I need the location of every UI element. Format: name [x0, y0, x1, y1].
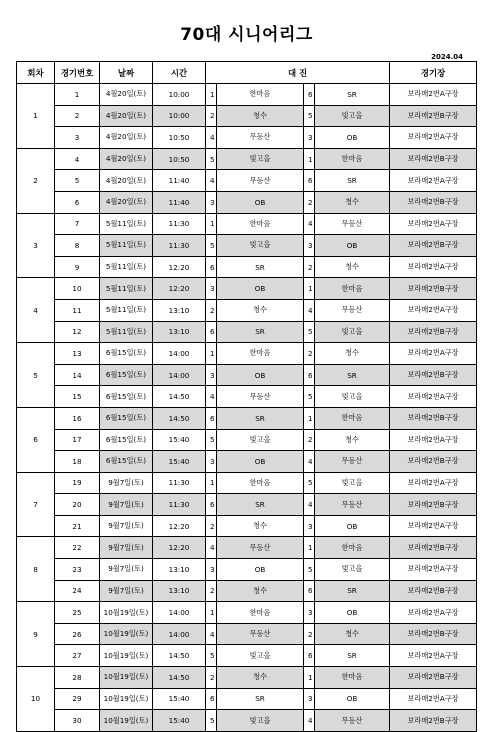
- venue-cell: 보라매2번A구장: [390, 84, 477, 106]
- game-number-cell: 24: [55, 580, 100, 602]
- team1-name-cell: 청수: [217, 580, 304, 602]
- team2-seed-cell: 4: [304, 213, 315, 235]
- table-row: [17, 429, 477, 451]
- game-number-cell: 30: [55, 710, 100, 732]
- time-cell: 13:10: [153, 559, 206, 581]
- date-cell: 9월7일(토): [100, 559, 153, 581]
- team2-seed-cell: 2: [304, 256, 315, 278]
- team1-seed-cell: 2: [206, 299, 217, 321]
- time-cell: 14:00: [153, 343, 206, 365]
- team1-name-cell: OB: [217, 559, 304, 581]
- date-cell: 6월15일(토): [100, 407, 153, 429]
- game-number-cell: 5: [55, 170, 100, 192]
- team1-name-cell: SR: [217, 256, 304, 278]
- team1-name-cell: 무등산: [217, 127, 304, 149]
- time-cell: 11:40: [153, 170, 206, 192]
- table-row: [17, 84, 477, 106]
- team1-seed-cell: 6: [206, 256, 217, 278]
- team2-seed-cell: 3: [304, 235, 315, 257]
- venue-cell: 보라매2번A구장: [390, 515, 477, 537]
- date-cell: 9월7일(토): [100, 580, 153, 602]
- venue-cell: 보라매2번B구장: [390, 451, 477, 473]
- team2-seed-cell: 1: [304, 148, 315, 170]
- team2-name-cell: 무등산: [315, 451, 390, 473]
- date-cell: 9월7일(토): [100, 537, 153, 559]
- date-cell: 6월15일(토): [100, 429, 153, 451]
- venue-cell: 보라매2번B구장: [390, 580, 477, 602]
- time-cell: 13:10: [153, 580, 206, 602]
- game-number-cell: 17: [55, 429, 100, 451]
- team1-seed-cell: 2: [206, 515, 217, 537]
- team1-name-cell: 빛고을: [217, 429, 304, 451]
- team1-name-cell: 무등산: [217, 537, 304, 559]
- team2-seed-cell: 2: [304, 343, 315, 365]
- team1-seed-cell: 3: [206, 364, 217, 386]
- table-row: [17, 170, 477, 192]
- venue-cell: 보라매2번B구장: [390, 364, 477, 386]
- team2-name-cell: OB: [315, 688, 390, 710]
- round-cell: 7: [17, 472, 55, 537]
- game-number-cell: 2: [55, 105, 100, 127]
- header-round: 회차: [17, 62, 55, 84]
- table-row: [17, 472, 477, 494]
- venue-cell: 보라매2번B구장: [390, 667, 477, 689]
- table-row: [17, 278, 477, 300]
- date-cell: 5월11일(토): [100, 213, 153, 235]
- venue-cell: 보라매2번B구장: [390, 407, 477, 429]
- time-cell: 14:00: [153, 602, 206, 624]
- time-cell: 14:50: [153, 407, 206, 429]
- team1-seed-cell: 1: [206, 472, 217, 494]
- game-number-cell: 14: [55, 364, 100, 386]
- team1-seed-cell: 6: [206, 494, 217, 516]
- team1-name-cell: SR: [217, 321, 304, 343]
- team1-seed-cell: 6: [206, 321, 217, 343]
- table-row: [17, 321, 477, 343]
- team1-name-cell: OB: [217, 364, 304, 386]
- team2-seed-cell: 5: [304, 472, 315, 494]
- header-venue: 경기장: [390, 62, 477, 84]
- team2-seed-cell: 6: [304, 580, 315, 602]
- date-cell: 4월20일(토): [100, 84, 153, 106]
- time-cell: 13:10: [153, 299, 206, 321]
- venue-cell: 보라매2번B구장: [390, 537, 477, 559]
- team1-name-cell: 한마음: [217, 472, 304, 494]
- game-number-cell: 6: [55, 191, 100, 213]
- venue-cell: 보라매2번A구장: [390, 170, 477, 192]
- page-title: 70대 시니어리그: [180, 25, 313, 45]
- round-cell: 6: [17, 407, 55, 472]
- team1-name-cell: 한마음: [217, 84, 304, 106]
- header-matchup: 대 진: [206, 62, 390, 84]
- team2-seed-cell: 1: [304, 667, 315, 689]
- team2-name-cell: 한마음: [315, 148, 390, 170]
- game-number-cell: 7: [55, 213, 100, 235]
- time-cell: 11:30: [153, 213, 206, 235]
- game-number-cell: 4: [55, 148, 100, 170]
- table-row: [17, 256, 477, 278]
- table-row: [17, 710, 477, 732]
- team1-name-cell: 한마음: [217, 343, 304, 365]
- round-cell: 10: [17, 667, 55, 732]
- table-row: [17, 191, 477, 213]
- team2-seed-cell: 6: [304, 170, 315, 192]
- team2-name-cell: 한마음: [315, 278, 390, 300]
- time-cell: 10:50: [153, 127, 206, 149]
- team2-name-cell: 빛고을: [315, 559, 390, 581]
- team2-seed-cell: 4: [304, 494, 315, 516]
- team1-name-cell: 한마음: [217, 213, 304, 235]
- team2-seed-cell: 3: [304, 515, 315, 537]
- team2-seed-cell: 3: [304, 688, 315, 710]
- team1-seed-cell: 6: [206, 407, 217, 429]
- team2-seed-cell: 5: [304, 321, 315, 343]
- team2-name-cell: 청수: [315, 191, 390, 213]
- team2-seed-cell: 5: [304, 386, 315, 408]
- table-row: [17, 515, 477, 537]
- team1-seed-cell: 1: [206, 213, 217, 235]
- team2-seed-cell: 2: [304, 191, 315, 213]
- game-number-cell: 23: [55, 559, 100, 581]
- team2-seed-cell: 1: [304, 537, 315, 559]
- date-cell: 9월7일(토): [100, 494, 153, 516]
- date-cell: 5월11일(토): [100, 299, 153, 321]
- header-time: 시간: [153, 62, 206, 84]
- date-cell: 10월19일(토): [100, 710, 153, 732]
- team1-seed-cell: 5: [206, 148, 217, 170]
- game-number-cell: 21: [55, 515, 100, 537]
- date-cell: 5월11일(토): [100, 256, 153, 278]
- round-cell: 5: [17, 343, 55, 408]
- date-cell: 9월7일(토): [100, 472, 153, 494]
- team2-seed-cell: 4: [304, 710, 315, 732]
- game-number-cell: 18: [55, 451, 100, 473]
- table-row: [17, 559, 477, 581]
- table-row: [17, 386, 477, 408]
- table-row: [17, 580, 477, 602]
- team2-name-cell: SR: [315, 580, 390, 602]
- date-cell: 10월19일(토): [100, 602, 153, 624]
- venue-cell: 보라매2번B구장: [390, 623, 477, 645]
- time-cell: 14:50: [153, 667, 206, 689]
- team1-seed-cell: 3: [206, 559, 217, 581]
- team1-name-cell: 빛고을: [217, 235, 304, 257]
- team2-name-cell: SR: [315, 84, 390, 106]
- team1-seed-cell: 1: [206, 84, 217, 106]
- team2-seed-cell: 3: [304, 602, 315, 624]
- table-row: [17, 364, 477, 386]
- team1-seed-cell: 4: [206, 127, 217, 149]
- header-game-no: 경기번호: [55, 62, 100, 84]
- team2-seed-cell: 1: [304, 278, 315, 300]
- team1-seed-cell: 6: [206, 688, 217, 710]
- team1-name-cell: 청수: [217, 515, 304, 537]
- venue-cell: 보라매2번B구장: [390, 235, 477, 257]
- time-cell: 13:10: [153, 321, 206, 343]
- table-row: [17, 451, 477, 473]
- time-cell: 12:20: [153, 278, 206, 300]
- round-cell: 8: [17, 537, 55, 602]
- team1-name-cell: 청수: [217, 299, 304, 321]
- table-row: [17, 688, 477, 710]
- venue-cell: 보라매2번A구장: [390, 127, 477, 149]
- table-row: [17, 645, 477, 667]
- team2-seed-cell: 1: [304, 407, 315, 429]
- team2-seed-cell: 2: [304, 429, 315, 451]
- team2-seed-cell: 4: [304, 451, 315, 473]
- team1-name-cell: SR: [217, 688, 304, 710]
- team2-name-cell: 빛고을: [315, 105, 390, 127]
- team2-seed-cell: 6: [304, 645, 315, 667]
- team2-name-cell: 청수: [315, 343, 390, 365]
- time-cell: 12:20: [153, 537, 206, 559]
- schedule-body: [17, 84, 477, 732]
- venue-cell: 보라매2번A구장: [390, 386, 477, 408]
- venue-cell: 보라매2번A구장: [390, 559, 477, 581]
- header-date: 날짜: [100, 62, 153, 84]
- team2-name-cell: 청수: [315, 256, 390, 278]
- team1-name-cell: 청수: [217, 667, 304, 689]
- date-cell: 6월15일(토): [100, 386, 153, 408]
- team1-seed-cell: 3: [206, 451, 217, 473]
- time-cell: 15:40: [153, 429, 206, 451]
- venue-cell: 보라매2번A구장: [390, 645, 477, 667]
- table-row: [17, 494, 477, 516]
- date-cell: 10월19일(토): [100, 667, 153, 689]
- team1-name-cell: 무등산: [217, 623, 304, 645]
- team1-seed-cell: 4: [206, 537, 217, 559]
- game-number-cell: 3: [55, 127, 100, 149]
- date-cell: 6월15일(토): [100, 343, 153, 365]
- game-number-cell: 28: [55, 667, 100, 689]
- team1-seed-cell: 4: [206, 623, 217, 645]
- game-number-cell: 10: [55, 278, 100, 300]
- date-cell: 6월15일(토): [100, 451, 153, 473]
- table-row: [17, 127, 477, 149]
- game-number-cell: 12: [55, 321, 100, 343]
- team1-seed-cell: 1: [206, 602, 217, 624]
- team2-name-cell: 무등산: [315, 213, 390, 235]
- venue-cell: 보라매2번B구장: [390, 494, 477, 516]
- time-cell: 10:00: [153, 105, 206, 127]
- venue-cell: 보라매2번A구장: [390, 472, 477, 494]
- time-cell: 10:00: [153, 84, 206, 106]
- game-number-cell: 11: [55, 299, 100, 321]
- time-cell: 15:40: [153, 451, 206, 473]
- venue-cell: 보라매2번A구장: [390, 602, 477, 624]
- team1-name-cell: 빛고을: [217, 148, 304, 170]
- time-cell: 12:20: [153, 256, 206, 278]
- team1-seed-cell: 1: [206, 343, 217, 365]
- team2-name-cell: 한마음: [315, 537, 390, 559]
- team2-seed-cell: 6: [304, 364, 315, 386]
- game-number-cell: 20: [55, 494, 100, 516]
- venue-cell: 보라매2번A구장: [390, 256, 477, 278]
- game-number-cell: 19: [55, 472, 100, 494]
- team2-name-cell: OB: [315, 235, 390, 257]
- team2-name-cell: SR: [315, 364, 390, 386]
- table-row: [17, 623, 477, 645]
- team2-name-cell: 한마음: [315, 407, 390, 429]
- team1-name-cell: 빛고을: [217, 645, 304, 667]
- header-row: [17, 62, 477, 84]
- team2-name-cell: SR: [315, 645, 390, 667]
- time-cell: 11:40: [153, 191, 206, 213]
- game-number-cell: 8: [55, 235, 100, 257]
- date-cell: 4월20일(토): [100, 127, 153, 149]
- venue-cell: 보라매2번B구장: [390, 191, 477, 213]
- date-cell: 5월11일(토): [100, 321, 153, 343]
- time-cell: 12:20: [153, 515, 206, 537]
- team1-name-cell: 한마음: [217, 602, 304, 624]
- time-cell: 14:50: [153, 386, 206, 408]
- time-cell: 14:00: [153, 364, 206, 386]
- venue-cell: 보라매2번A구장: [390, 343, 477, 365]
- team1-seed-cell: 5: [206, 645, 217, 667]
- team1-name-cell: 청수: [217, 105, 304, 127]
- team1-name-cell: 무등산: [217, 170, 304, 192]
- game-number-cell: 13: [55, 343, 100, 365]
- date-cell: 10월19일(토): [100, 623, 153, 645]
- schedule-table: [16, 61, 477, 732]
- team1-name-cell: OB: [217, 278, 304, 300]
- date-cell: 4월20일(토): [100, 191, 153, 213]
- team1-name-cell: OB: [217, 451, 304, 473]
- time-cell: 15:40: [153, 710, 206, 732]
- venue-cell: 보라매2번A구장: [390, 688, 477, 710]
- team2-name-cell: SR: [315, 170, 390, 192]
- team1-name-cell: 빛고을: [217, 710, 304, 732]
- round-cell: 9: [17, 602, 55, 667]
- team2-seed-cell: 5: [304, 559, 315, 581]
- time-cell: 11:30: [153, 235, 206, 257]
- time-cell: 11:30: [153, 494, 206, 516]
- game-number-cell: 29: [55, 688, 100, 710]
- team2-name-cell: 빛고을: [315, 386, 390, 408]
- team1-name-cell: SR: [217, 407, 304, 429]
- game-number-cell: 9: [55, 256, 100, 278]
- table-row: [17, 213, 477, 235]
- team2-seed-cell: 2: [304, 623, 315, 645]
- team2-seed-cell: 6: [304, 84, 315, 106]
- team2-name-cell: 빛고을: [315, 321, 390, 343]
- date-cell: 4월20일(토): [100, 148, 153, 170]
- venue-cell: 보라매2번B구장: [390, 710, 477, 732]
- time-cell: 11:30: [153, 472, 206, 494]
- team1-seed-cell: 5: [206, 429, 217, 451]
- date-cell: 4월20일(토): [100, 105, 153, 127]
- team2-name-cell: 빛고을: [315, 472, 390, 494]
- team1-seed-cell: 2: [206, 667, 217, 689]
- team2-name-cell: OB: [315, 602, 390, 624]
- team1-seed-cell: 4: [206, 170, 217, 192]
- date-cell: 5월11일(토): [100, 235, 153, 257]
- team1-seed-cell: 3: [206, 191, 217, 213]
- team1-seed-cell: 4: [206, 386, 217, 408]
- team1-name-cell: OB: [217, 191, 304, 213]
- table-row: [17, 407, 477, 429]
- time-cell: 15:40: [153, 688, 206, 710]
- time-cell: 10:50: [153, 148, 206, 170]
- round-cell: 1: [17, 84, 55, 149]
- round-cell: 4: [17, 278, 55, 343]
- team1-name-cell: SR: [217, 494, 304, 516]
- team2-name-cell: 청수: [315, 429, 390, 451]
- venue-cell: 보라매2번A구장: [390, 299, 477, 321]
- team1-seed-cell: 3: [206, 278, 217, 300]
- date-cell: 6월15일(토): [100, 364, 153, 386]
- game-number-cell: 22: [55, 537, 100, 559]
- team1-name-cell: 무등산: [217, 386, 304, 408]
- team2-name-cell: 청수: [315, 623, 390, 645]
- round-cell: 2: [17, 148, 55, 213]
- venue-cell: 보라매2번B구장: [390, 148, 477, 170]
- game-number-cell: 1: [55, 84, 100, 106]
- team2-seed-cell: 5: [304, 105, 315, 127]
- time-cell: 14:50: [153, 645, 206, 667]
- team2-name-cell: OB: [315, 127, 390, 149]
- table-row: [17, 235, 477, 257]
- team2-seed-cell: 3: [304, 127, 315, 149]
- game-number-cell: 16: [55, 407, 100, 429]
- table-row: [17, 343, 477, 365]
- document-date: 2024.04: [431, 53, 463, 61]
- table-row: [17, 667, 477, 689]
- venue-cell: 보라매2번B구장: [390, 321, 477, 343]
- team2-name-cell: 무등산: [315, 494, 390, 516]
- table-row: [17, 148, 477, 170]
- team2-name-cell: 무등산: [315, 299, 390, 321]
- team2-name-cell: OB: [315, 515, 390, 537]
- game-number-cell: 27: [55, 645, 100, 667]
- time-cell: 14:00: [153, 623, 206, 645]
- team1-seed-cell: 2: [206, 105, 217, 127]
- venue-cell: 보라매2번A구장: [390, 429, 477, 451]
- team1-seed-cell: 5: [206, 235, 217, 257]
- game-number-cell: 26: [55, 623, 100, 645]
- venue-cell: 보라매2번B구장: [390, 278, 477, 300]
- game-number-cell: 25: [55, 602, 100, 624]
- table-row: [17, 299, 477, 321]
- date-cell: 9월7일(토): [100, 515, 153, 537]
- venue-cell: 보라매2번B구장: [390, 105, 477, 127]
- round-cell: 3: [17, 213, 55, 278]
- venue-cell: 보라매2번A구장: [390, 213, 477, 235]
- team2-name-cell: 무등산: [315, 710, 390, 732]
- date-cell: 4월20일(토): [100, 170, 153, 192]
- team2-seed-cell: 4: [304, 299, 315, 321]
- team1-seed-cell: 5: [206, 710, 217, 732]
- date-cell: 10월19일(토): [100, 645, 153, 667]
- table-row: [17, 602, 477, 624]
- game-number-cell: 15: [55, 386, 100, 408]
- table-row: [17, 105, 477, 127]
- date-cell: 5월11일(토): [100, 278, 153, 300]
- team2-name-cell: 한마음: [315, 667, 390, 689]
- table-row: [17, 537, 477, 559]
- date-cell: 10월19일(토): [100, 688, 153, 710]
- team1-seed-cell: 2: [206, 580, 217, 602]
